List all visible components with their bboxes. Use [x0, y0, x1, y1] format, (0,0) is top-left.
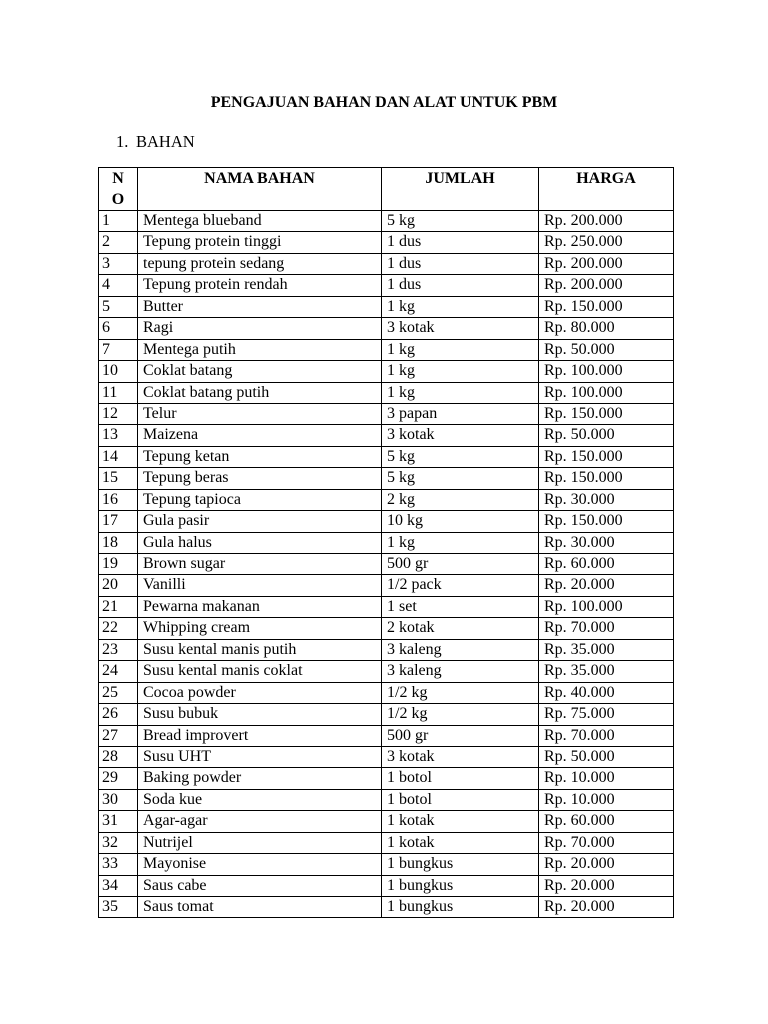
cell-no: 22 — [99, 618, 138, 639]
cell-no: 24 — [99, 661, 138, 682]
cell-qty: 3 kotak — [382, 318, 539, 339]
cell-qty: 10 kg — [382, 511, 539, 532]
cell-price: Rp. 50.000 — [539, 746, 674, 767]
header-name: NAMA BAHAN — [138, 168, 382, 211]
cell-no: 20 — [99, 575, 138, 596]
table-row — [99, 382, 674, 403]
cell-name: Tepung beras — [138, 468, 382, 489]
cell-qty: 5 kg — [382, 446, 539, 467]
table-header-row — [99, 168, 674, 211]
cell-qty: 1 botol — [382, 768, 539, 789]
cell-qty: 1 set — [382, 596, 539, 617]
table-row — [99, 575, 674, 596]
cell-qty: 1/2 kg — [382, 682, 539, 703]
cell-qty: 3 papan — [382, 403, 539, 424]
table-row — [99, 746, 674, 767]
cell-name: Cocoa powder — [138, 682, 382, 703]
cell-name: Saus tomat — [138, 897, 382, 918]
cell-name: Tepung protein rendah — [138, 275, 382, 296]
cell-no: 19 — [99, 554, 138, 575]
cell-no: 4 — [99, 275, 138, 296]
cell-name: Whipping cream — [138, 618, 382, 639]
cell-qty: 500 gr — [382, 554, 539, 575]
cell-no: 2 — [99, 232, 138, 253]
cell-price: Rp. 250.000 — [539, 232, 674, 253]
section-heading — [116, 131, 195, 153]
cell-price: Rp. 75.000 — [539, 704, 674, 725]
table-row — [99, 232, 674, 253]
cell-no: 33 — [99, 854, 138, 875]
cell-name: Susu kental manis coklat — [138, 661, 382, 682]
cell-price: Rp. 70.000 — [539, 832, 674, 853]
cell-name: Baking powder — [138, 768, 382, 789]
table-row — [99, 532, 674, 553]
cell-qty: 1 kg — [382, 339, 539, 360]
cell-qty: 1 kg — [382, 532, 539, 553]
table-row — [99, 446, 674, 467]
table-row — [99, 339, 674, 360]
cell-price: Rp. 100.000 — [539, 361, 674, 382]
cell-no: 5 — [99, 296, 138, 317]
cell-name: Coklat batang — [138, 361, 382, 382]
cell-name: Mentega putih — [138, 339, 382, 360]
cell-price: Rp. 60.000 — [539, 811, 674, 832]
ingredients-table — [98, 167, 674, 918]
cell-no: 16 — [99, 489, 138, 510]
cell-qty: 1 kotak — [382, 811, 539, 832]
table-row — [99, 275, 674, 296]
cell-name: Butter — [138, 296, 382, 317]
cell-price: Rp. 150.000 — [539, 403, 674, 424]
document-title: PENGAJUAN BAHAN DAN ALAT UNTUK PBM — [210, 94, 558, 111]
cell-qty: 3 kaleng — [382, 639, 539, 660]
table-row — [99, 554, 674, 575]
table-body — [99, 211, 674, 918]
cell-no: 18 — [99, 532, 138, 553]
cell-no: 26 — [99, 704, 138, 725]
cell-price: Rp. 150.000 — [539, 468, 674, 489]
cell-price: Rp. 150.000 — [539, 446, 674, 467]
table-row — [99, 511, 674, 532]
cell-qty: 1 botol — [382, 789, 539, 810]
table-row — [99, 253, 674, 274]
cell-qty: 3 kotak — [382, 425, 539, 446]
cell-name: Tepung protein tinggi — [138, 232, 382, 253]
cell-name: Tepung tapioca — [138, 489, 382, 510]
cell-qty: 1 kg — [382, 382, 539, 403]
cell-no: 28 — [99, 746, 138, 767]
cell-name: Telur — [138, 403, 382, 424]
cell-no: 14 — [99, 446, 138, 467]
cell-price: Rp. 20.000 — [539, 575, 674, 596]
cell-no: 6 — [99, 318, 138, 339]
cell-qty: 1 bungkus — [382, 854, 539, 875]
cell-price: Rp. 50.000 — [539, 339, 674, 360]
cell-price: Rp. 50.000 — [539, 425, 674, 446]
cell-qty: 3 kaleng — [382, 661, 539, 682]
cell-no: 10 — [99, 361, 138, 382]
cell-qty: 1 dus — [382, 275, 539, 296]
cell-price: Rp. 100.000 — [539, 596, 674, 617]
cell-qty: 1 bungkus — [382, 897, 539, 918]
cell-price: Rp. 150.000 — [539, 511, 674, 532]
cell-name: Vanilli — [138, 575, 382, 596]
cell-no: 30 — [99, 789, 138, 810]
cell-price: Rp. 35.000 — [539, 639, 674, 660]
cell-qty: 500 gr — [382, 725, 539, 746]
table-row — [99, 296, 674, 317]
cell-price: Rp. 10.000 — [539, 789, 674, 810]
cell-no: 12 — [99, 403, 138, 424]
cell-no: 25 — [99, 682, 138, 703]
cell-price: Rp. 80.000 — [539, 318, 674, 339]
table-row — [99, 361, 674, 382]
header-qty: JUMLAH — [382, 168, 539, 211]
cell-name: Nutrijel — [138, 832, 382, 853]
cell-price: Rp. 200.000 — [539, 253, 674, 274]
cell-price: Rp. 30.000 — [539, 532, 674, 553]
header-price: HARGA — [539, 168, 674, 211]
section-number: 1. — [116, 132, 129, 151]
cell-name: Gula halus — [138, 532, 382, 553]
table-row — [99, 768, 674, 789]
table-row — [99, 318, 674, 339]
cell-qty: 1/2 pack — [382, 575, 539, 596]
cell-name: Coklat batang putih — [138, 382, 382, 403]
table-row — [99, 811, 674, 832]
table-row — [99, 725, 674, 746]
cell-no: 17 — [99, 511, 138, 532]
cell-name: Tepung ketan — [138, 446, 382, 467]
cell-price: Rp. 20.000 — [539, 854, 674, 875]
cell-name: Saus cabe — [138, 875, 382, 896]
cell-price: Rp. 20.000 — [539, 875, 674, 896]
cell-price: Rp. 20.000 — [539, 897, 674, 918]
cell-qty: 2 kg — [382, 489, 539, 510]
cell-price: Rp. 200.000 — [539, 275, 674, 296]
cell-name: Pewarna makanan — [138, 596, 382, 617]
table-row — [99, 211, 674, 232]
cell-no: 15 — [99, 468, 138, 489]
cell-no: 31 — [99, 811, 138, 832]
cell-qty: 1 dus — [382, 253, 539, 274]
cell-price: Rp. 40.000 — [539, 682, 674, 703]
cell-qty: 1 kg — [382, 361, 539, 382]
cell-price: Rp. 200.000 — [539, 211, 674, 232]
table-row — [99, 425, 674, 446]
cell-no: 27 — [99, 725, 138, 746]
table-row — [99, 854, 674, 875]
cell-qty: 5 kg — [382, 211, 539, 232]
cell-price: Rp. 10.000 — [539, 768, 674, 789]
table-row — [99, 897, 674, 918]
cell-name: Bread improvert — [138, 725, 382, 746]
cell-no: 13 — [99, 425, 138, 446]
cell-name: Soda kue — [138, 789, 382, 810]
cell-no: 3 — [99, 253, 138, 274]
cell-qty: 1 kg — [382, 296, 539, 317]
cell-name: Maizena — [138, 425, 382, 446]
cell-name: Mayonise — [138, 854, 382, 875]
table-row — [99, 596, 674, 617]
cell-price: Rp. 150.000 — [539, 296, 674, 317]
header-no: N O — [99, 168, 138, 211]
cell-no: 7 — [99, 339, 138, 360]
table-row — [99, 682, 674, 703]
table-row — [99, 875, 674, 896]
table-row — [99, 704, 674, 725]
cell-no: 1 — [99, 211, 138, 232]
cell-qty: 1 dus — [382, 232, 539, 253]
cell-name: Susu bubuk — [138, 704, 382, 725]
cell-no: 32 — [99, 832, 138, 853]
cell-price: Rp. 70.000 — [539, 725, 674, 746]
cell-no: 23 — [99, 639, 138, 660]
cell-price: Rp. 60.000 — [539, 554, 674, 575]
cell-qty: 1 bungkus — [382, 875, 539, 896]
cell-name: Susu kental manis putih — [138, 639, 382, 660]
cell-qty: 1 kotak — [382, 832, 539, 853]
cell-name: Ragi — [138, 318, 382, 339]
cell-price: Rp. 30.000 — [539, 489, 674, 510]
cell-qty: 3 kotak — [382, 746, 539, 767]
cell-price: Rp. 100.000 — [539, 382, 674, 403]
cell-name: Mentega blueband — [138, 211, 382, 232]
table-row — [99, 403, 674, 424]
cell-price: Rp. 70.000 — [539, 618, 674, 639]
cell-qty: 2 kotak — [382, 618, 539, 639]
cell-name: Susu UHT — [138, 746, 382, 767]
table-row — [99, 468, 674, 489]
cell-name: tepung protein sedang — [138, 253, 382, 274]
cell-no: 34 — [99, 875, 138, 896]
cell-no: 11 — [99, 382, 138, 403]
cell-qty: 5 kg — [382, 468, 539, 489]
cell-no: 35 — [99, 897, 138, 918]
table-row — [99, 639, 674, 660]
cell-name: Agar-agar — [138, 811, 382, 832]
cell-price: Rp. 35.000 — [539, 661, 674, 682]
section-label: BAHAN — [136, 132, 195, 151]
table-row — [99, 618, 674, 639]
cell-qty: 1/2 kg — [382, 704, 539, 725]
cell-name: Gula pasir — [138, 511, 382, 532]
cell-no: 21 — [99, 596, 138, 617]
table-row — [99, 832, 674, 853]
table-row — [99, 789, 674, 810]
table-row — [99, 661, 674, 682]
cell-no: 29 — [99, 768, 138, 789]
table-row — [99, 489, 674, 510]
cell-name: Brown sugar — [138, 554, 382, 575]
